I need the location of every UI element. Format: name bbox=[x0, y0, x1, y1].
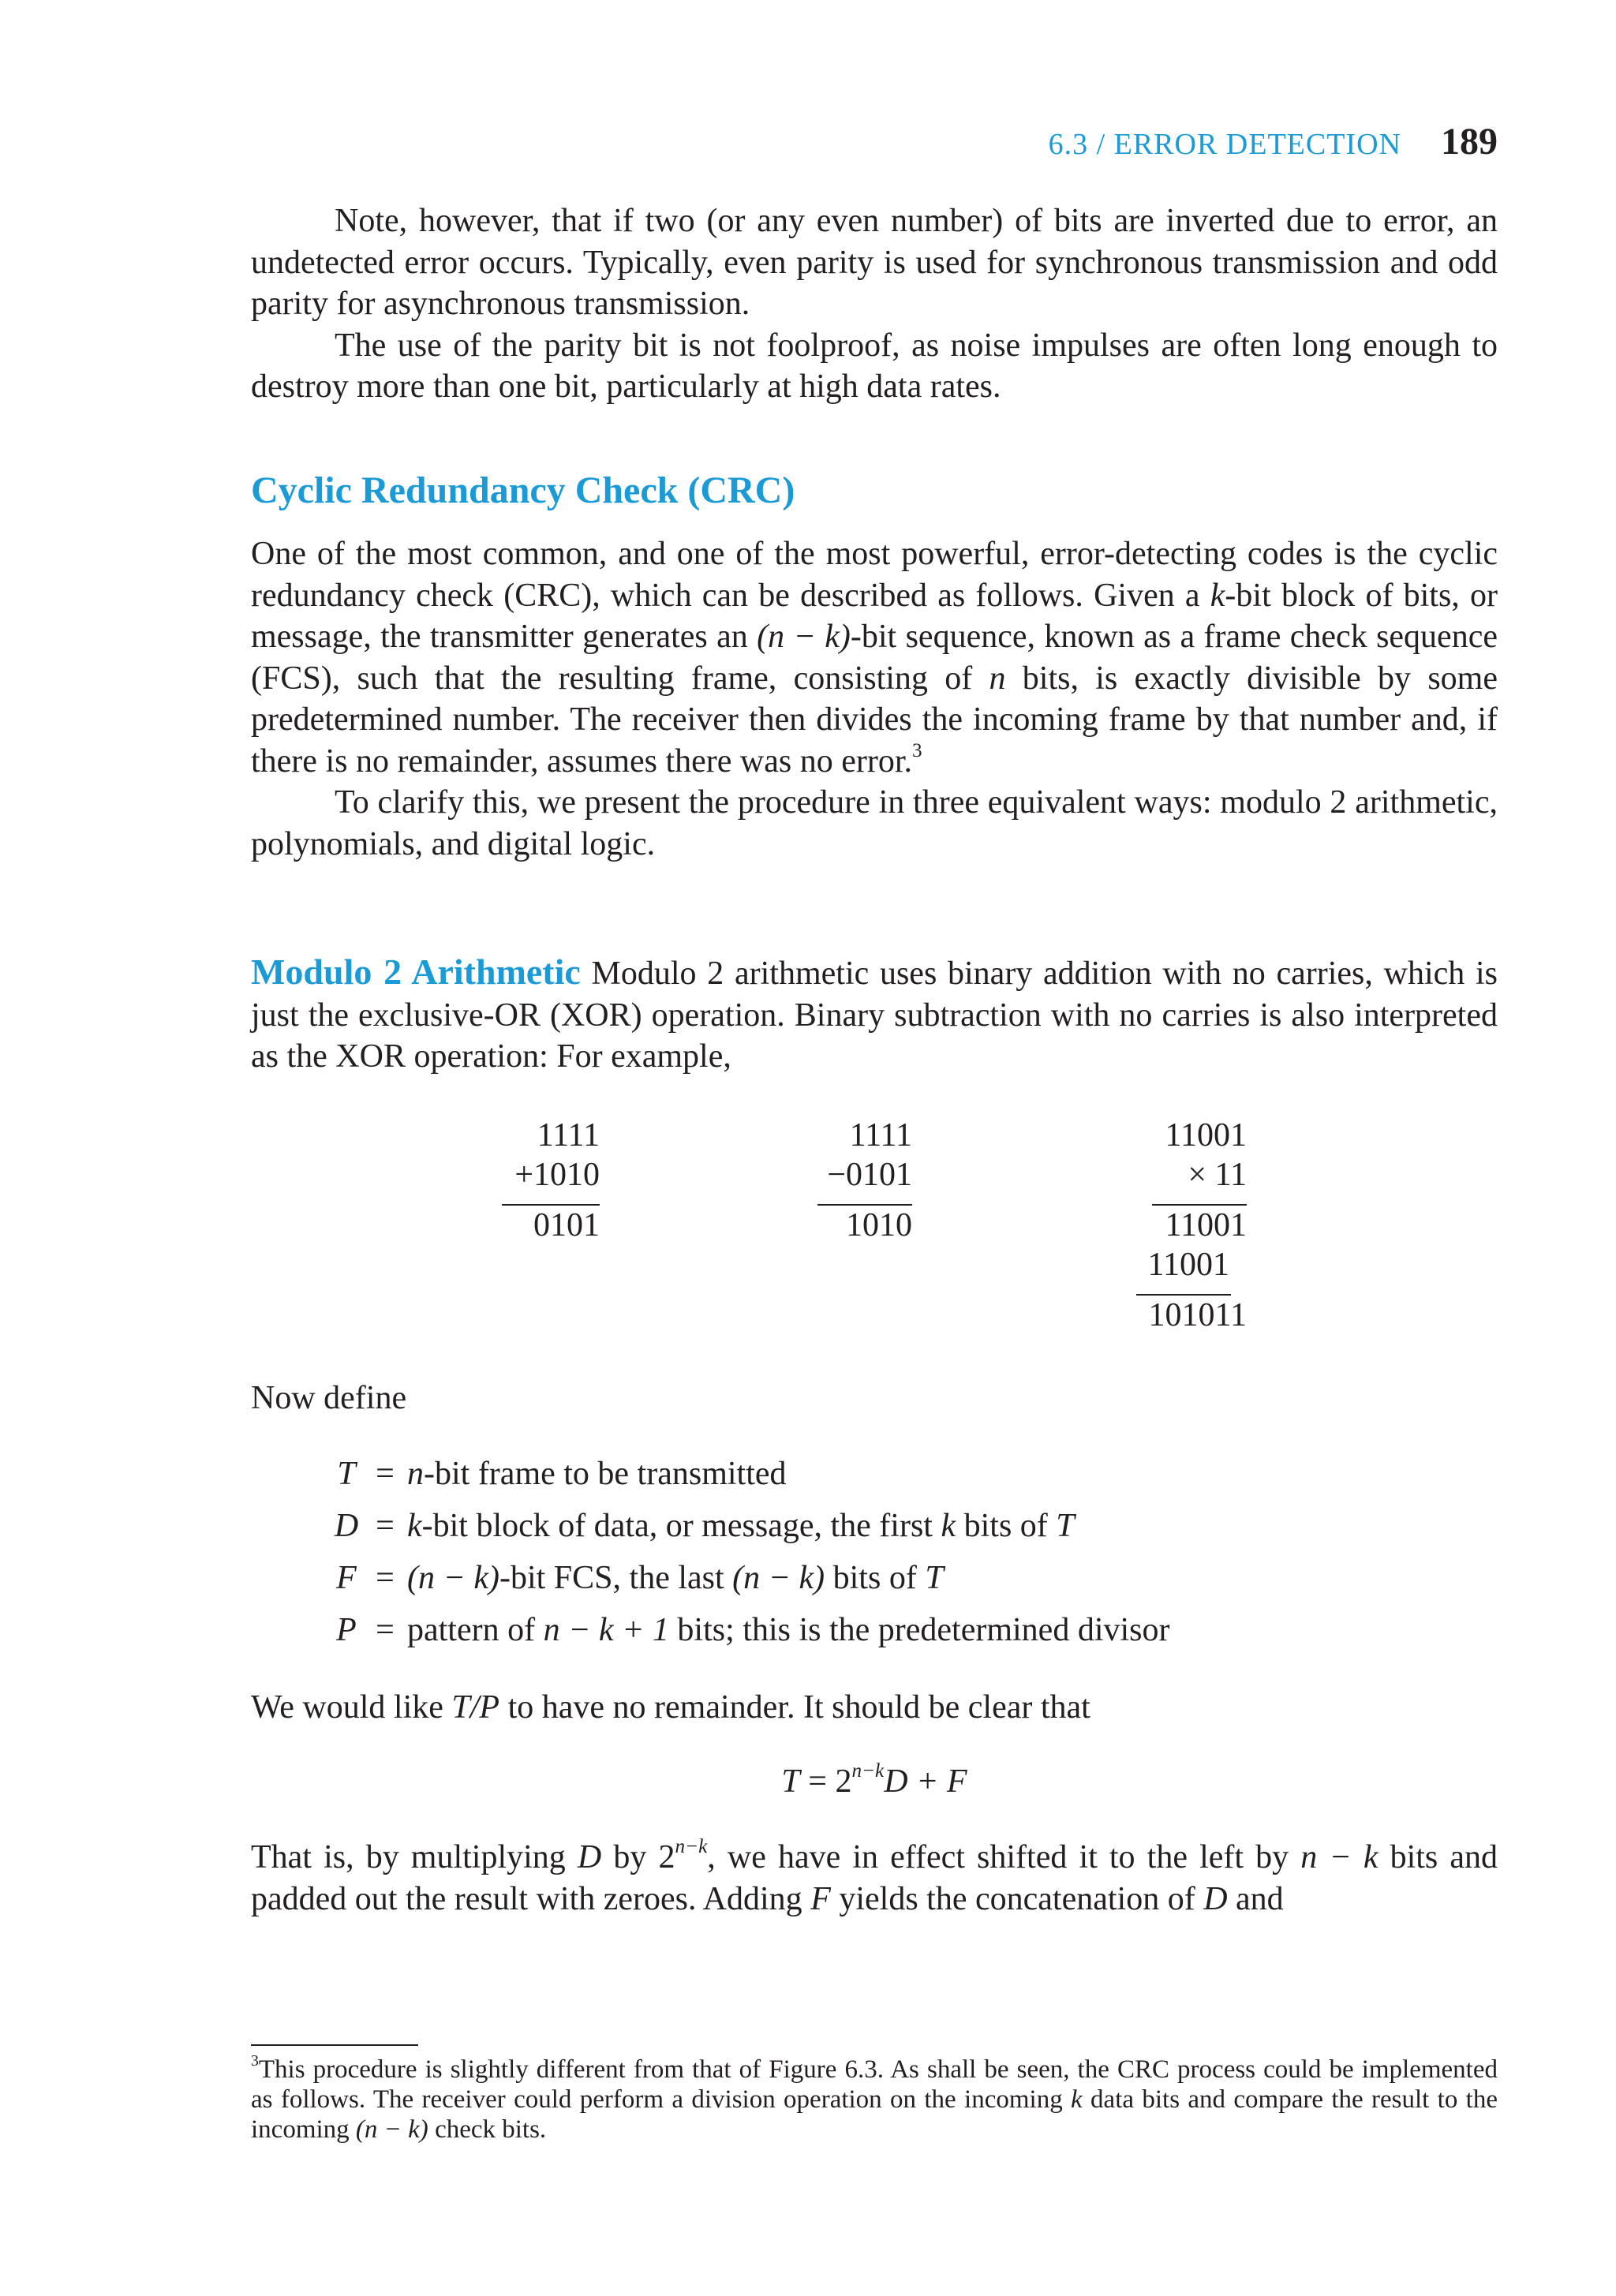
modulo-paragraph: Modulo 2 Arithmetic Modulo 2 arithmetic uses binary addition with no carries, which is just the exclusive-OR (XOR) operation. Binary subtraction with no carries is also interpreted as the XOR operation: For example, bbox=[251, 952, 1498, 1075]
definition-P: P = pattern of n − k + 1 bits; this is the predetermined divisor bbox=[336, 1612, 1170, 1648]
subtraction-example: 1111 −0101 1010 bbox=[827, 1117, 912, 1243]
footnote-rule bbox=[251, 2044, 418, 2046]
running-head bbox=[907, 120, 1498, 167]
modulo-text bbox=[251, 952, 1498, 1078]
crc-text bbox=[251, 533, 1498, 865]
section-heading-crc: Cyclic Redundancy Check (CRC) bbox=[251, 469, 795, 511]
intro-paragraph-2: The use of the parity bit is not foolproof, as noise impulses are often long enough to destroy more than one bit, particularly at high data rates. bbox=[251, 327, 1498, 405]
multiplication-example: 11001 × 11 11001 11001 101011 bbox=[1147, 1117, 1247, 1333]
closing-paragraph: That is, by multiplying D by $2^{n-k}$, we have in effect shifted it to the left by n − k bits and padded out the result with zeroes. Adding F yields the concatenation of D and bbox=[251, 1836, 1498, 1917]
remainder-sentence: We would like T/P to have no remainder. It should be clear that bbox=[251, 1689, 1090, 1726]
crc-paragraph-2: To clarify this, we present the procedure in three equivalent ways: modulo 2 arithmetic, polynomials, and digital logic. bbox=[251, 784, 1498, 862]
subsection-heading-modulo: Modulo 2 Arithmetic bbox=[251, 952, 581, 992]
running-head-section: 6.3 / ERROR DETECTION bbox=[1048, 128, 1401, 161]
footnote bbox=[251, 2052, 1498, 2145]
footnote-reference: 3 bbox=[912, 739, 922, 761]
definition-T: T = n-bit frame to be transmitted bbox=[337, 1456, 787, 1492]
intro-text bbox=[251, 200, 1498, 408]
closing-text bbox=[251, 1837, 1498, 1920]
intro-paragraph-1: Note, however, that if two (or any even number) of bits are inverted due to error, an undetected error occurs. Typically, even parity is used for synchronous transmission and odd parity for asynchronous transmission. bbox=[251, 203, 1498, 322]
footnote-text: $^3$This procedure is slightly different from that of Figure 6.3. As shall be seen, the CRC process could be implemented as follows. The receiver could perform a division operation on the incoming k data bits and compare the result to the incoming (n − k) check bits. bbox=[251, 2052, 1498, 2144]
display-equation: $T = 2^{n-k}D + F$ bbox=[781, 1760, 967, 1800]
multiplication-rule-2 bbox=[1136, 1294, 1231, 1296]
subtraction-rule bbox=[817, 1204, 912, 1206]
addition-rule bbox=[502, 1204, 600, 1206]
crc-paragraph-1: One of the most common, and one of the most powerful, error-detecting codes is the cyclic redundancy check (CRC), which can be described as follows. Given a k-bit block of bits, or message, the transmitter generates an (n − k)-bit sequence, known as a frame check sequence (FCS), such that the resulting frame, consisting of n bits, is exactly divisible by some predetermined number. The receiver then divides the incoming frame by that number and, if there is no remainder, assumes there was no error.$^3$ bbox=[251, 536, 1498, 780]
footnote-marker: 3 bbox=[251, 2052, 259, 2070]
multiplication-rule-1 bbox=[1152, 1204, 1247, 1206]
page-number: 189 bbox=[1441, 121, 1498, 163]
definition-F: F = (n − k)-bit FCS, the last (n − k) bits of T bbox=[336, 1560, 944, 1596]
definition-D: D = k-bit block of data, or message, the first k bits of T bbox=[334, 1508, 1075, 1544]
definition-list bbox=[330, 1448, 1498, 1656]
addition-example: 1111 +1010 0101 bbox=[514, 1117, 600, 1243]
now-define: Now define bbox=[251, 1380, 407, 1416]
